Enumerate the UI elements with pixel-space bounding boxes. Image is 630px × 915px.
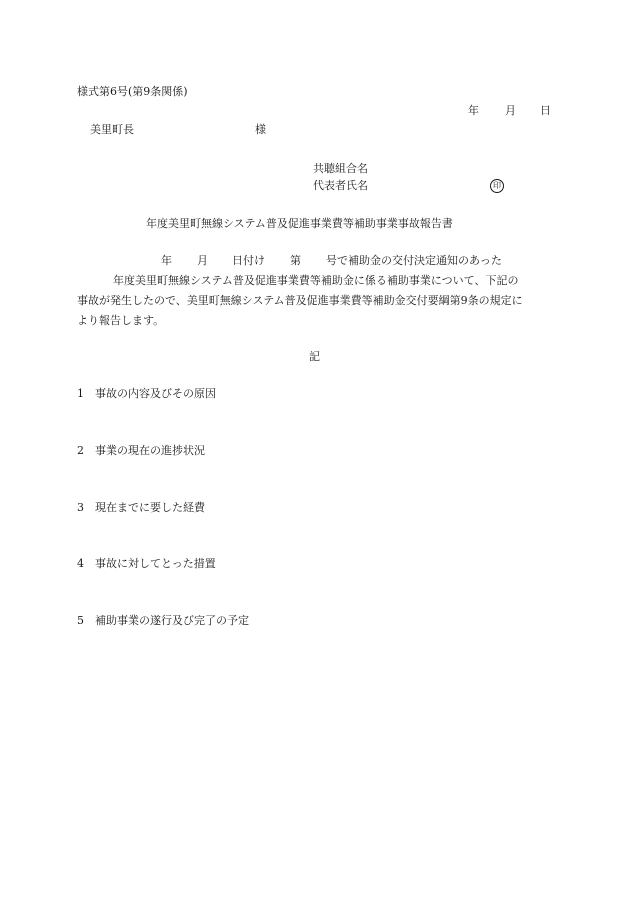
association-name-label: 共聴組合名 bbox=[313, 162, 368, 175]
item-number: 1 bbox=[77, 387, 84, 400]
seal-mark: 印 bbox=[490, 179, 504, 193]
item-number: 4 bbox=[77, 557, 84, 570]
body-line2: 年度美里町無線システム普及促進事業費等補助金に係る補助事業について、下記の bbox=[113, 274, 519, 287]
item-number: 5 bbox=[77, 614, 84, 627]
body-dated-label: 日付け bbox=[232, 254, 265, 267]
body-year-label: 年 bbox=[161, 254, 172, 267]
item-text: 事業の現在の進捗状況 bbox=[95, 444, 205, 457]
form-number: 様式第6号(第9条関係) bbox=[77, 85, 188, 98]
date-year-label: 年 bbox=[468, 104, 479, 117]
item-text: 補助事業の遂行及び完了の予定 bbox=[95, 614, 249, 627]
addressee-name: 美里町長 bbox=[90, 123, 134, 136]
item-text: 現在までに要した経費 bbox=[95, 501, 205, 514]
item-text: 事故に対してとった措置 bbox=[95, 557, 216, 570]
date-month-label: 月 bbox=[505, 104, 516, 117]
addressee-honorific: 様 bbox=[255, 123, 266, 136]
item-number: 2 bbox=[77, 444, 84, 457]
representative-name-label: 代表者氏名 bbox=[313, 179, 368, 192]
body-number-prefix: 第 bbox=[290, 254, 301, 267]
body-line4: より報告します。 bbox=[77, 314, 165, 327]
document-title: 年度美里町無線システム普及促進事業費等補助事業事故報告書 bbox=[146, 217, 453, 230]
ki-heading: 記 bbox=[309, 350, 320, 363]
body-line1-rest: 号で補助金の交付決定通知のあった bbox=[326, 254, 502, 267]
item-number: 3 bbox=[77, 501, 84, 514]
body-month-label: 月 bbox=[197, 254, 208, 267]
body-line3: 事故が発生したので、美里町無線システム普及促進事業費等補助金交付要綱第9条の規定に bbox=[77, 294, 523, 307]
date-day-label: 日 bbox=[540, 104, 551, 117]
item-text: 事故の内容及びその原因 bbox=[95, 387, 216, 400]
